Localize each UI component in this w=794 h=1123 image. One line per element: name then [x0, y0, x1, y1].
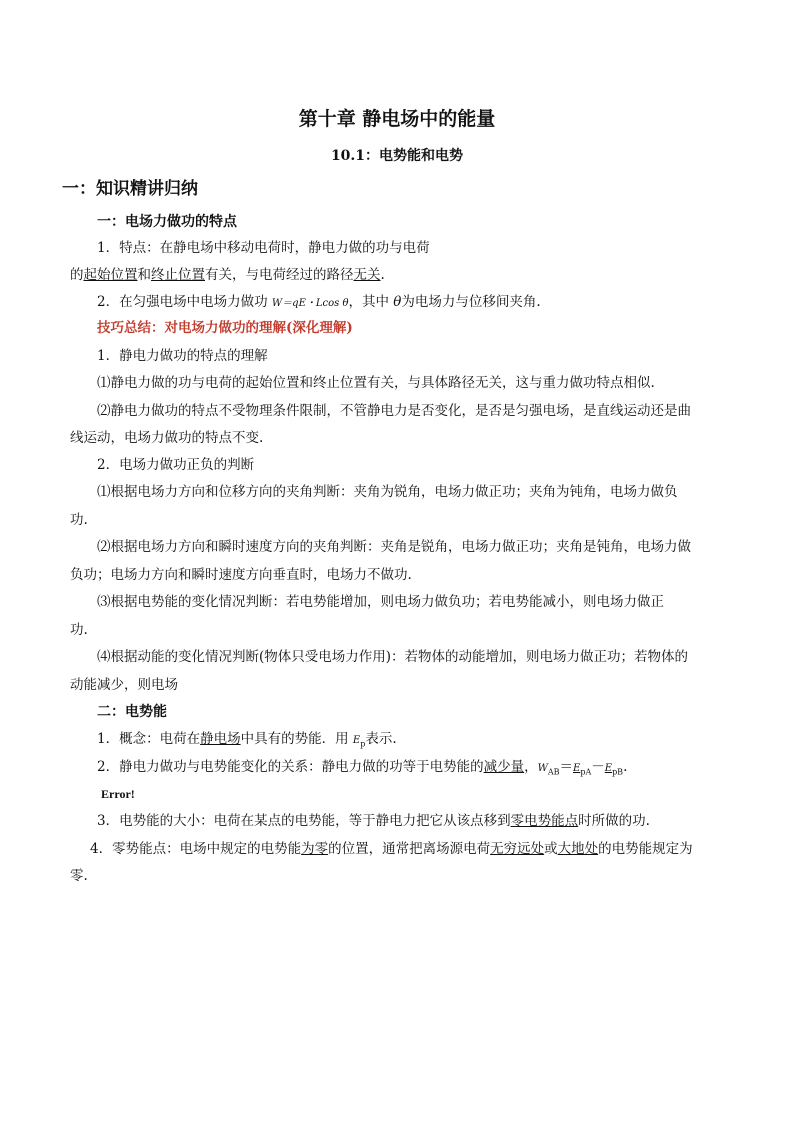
tip-heading: 技巧总结：对电场力做功的理解(深化理解)	[97, 320, 353, 336]
t1-item-2b: 线运动，电场力做功的特点不变.	[70, 430, 264, 446]
t1-item-1: ⑴静电力做的功与电荷的起始位置和终止位置有关，与具体路径无关，这与重力做功特点相似.	[97, 375, 655, 391]
underline-end-position: 终止位置	[151, 267, 205, 283]
e2-line: 2．静电力做功与电势能变化的关系：静电力做的功等于电势能的减少量，$W_{AB}=E_{pA}-E_{pB}$.	[97, 759, 628, 777]
e3-line: 3．电势能的大小：电荷在某点的电势能，等于静电力把它从该点移到零电势能点时所做的功.	[97, 813, 650, 829]
t1-heading: 1．静电力做功的特点的理解	[97, 348, 268, 364]
underline-infinity: 无穷远处	[490, 841, 545, 857]
underline-zero-point: 零电势能点	[510, 813, 579, 829]
t2-item-1a: ⑴根据电场力方向和位移方向的夹角判断：夹角为锐角，电场力做正功；夹角为钝角，电场力做负	[97, 484, 678, 500]
underline-irrelevant: 无关	[353, 267, 381, 283]
t2-item-3a: ⑶根据电势能的变化情况判断：若电势能增加，则电场力做负功；若电势能减小，则电场力做正	[97, 594, 664, 610]
t2-item-1b: 功.	[70, 512, 88, 528]
t2-item-4a: ⑷根据动能的变化情况判断(物体只受电场力作用)：若物体的动能增加，则电场力做正功；若物体的	[97, 649, 689, 665]
p2-line: 2．在匀强电场中电场力做功 W＝qE・Lcos θ，其中 θ为电场力与位移间夹角.	[97, 294, 541, 310]
e4-line1: 4．零势能点：电场中规定的电势能为零的位置，通常把离场源电荷无穷远处或大地处的电势能规定为	[90, 841, 693, 857]
p1-line2: 的起始位置和终止位置有关，与电荷经过的路径无关.	[70, 267, 385, 283]
error-text: Error!	[101, 787, 135, 801]
chapter-title: 第十章 静电场中的能量	[298, 108, 496, 130]
t1-item-2a: ⑵静电力做功的特点不受物理条件限制，不管静电力是否变化，是否是匀强电场，是直线运动还是曲	[97, 403, 691, 419]
part1-heading: 一：知识精讲归纳	[62, 179, 198, 199]
e1-line: 1．概念：电荷在静电场中具有的势能．用 $E_p$表示.	[97, 731, 397, 749]
p1-line1: 1．特点：在静电场中移动电荷时，静电力做的功与电荷	[97, 240, 430, 256]
t2-item-4b: 动能减少，则电场	[70, 677, 178, 693]
sub1-heading: 一：电场力做功的特点	[97, 214, 237, 230]
sub2-heading: 二：电势能	[97, 704, 167, 720]
e4-line2: 零.	[70, 868, 88, 884]
underline-ground: 大地处	[557, 841, 599, 857]
underline-is-zero: 为零	[301, 841, 329, 857]
section-title: 10.1：电势能和电势	[330, 148, 464, 164]
t2-heading: 2．电场力做功正负的判断	[97, 457, 255, 473]
work-formula: W＝qE・Lcos θ	[271, 298, 349, 309]
t2-item-3b: 功.	[70, 622, 88, 638]
underline-start-position: 起始位置	[83, 267, 138, 283]
t2-item-2b: 负功；电场力方向和瞬时速度方向垂直时，电场力不做功.	[70, 567, 412, 583]
t2-item-2a: ⑵根据电场力方向和瞬时速度方向的夹角判断：夹角是锐角，电场力做正功；夹角是钝角，电场力做	[97, 539, 691, 555]
underline-decrease: 减少量	[483, 759, 525, 775]
underline-static-field: 静电场	[200, 731, 241, 747]
